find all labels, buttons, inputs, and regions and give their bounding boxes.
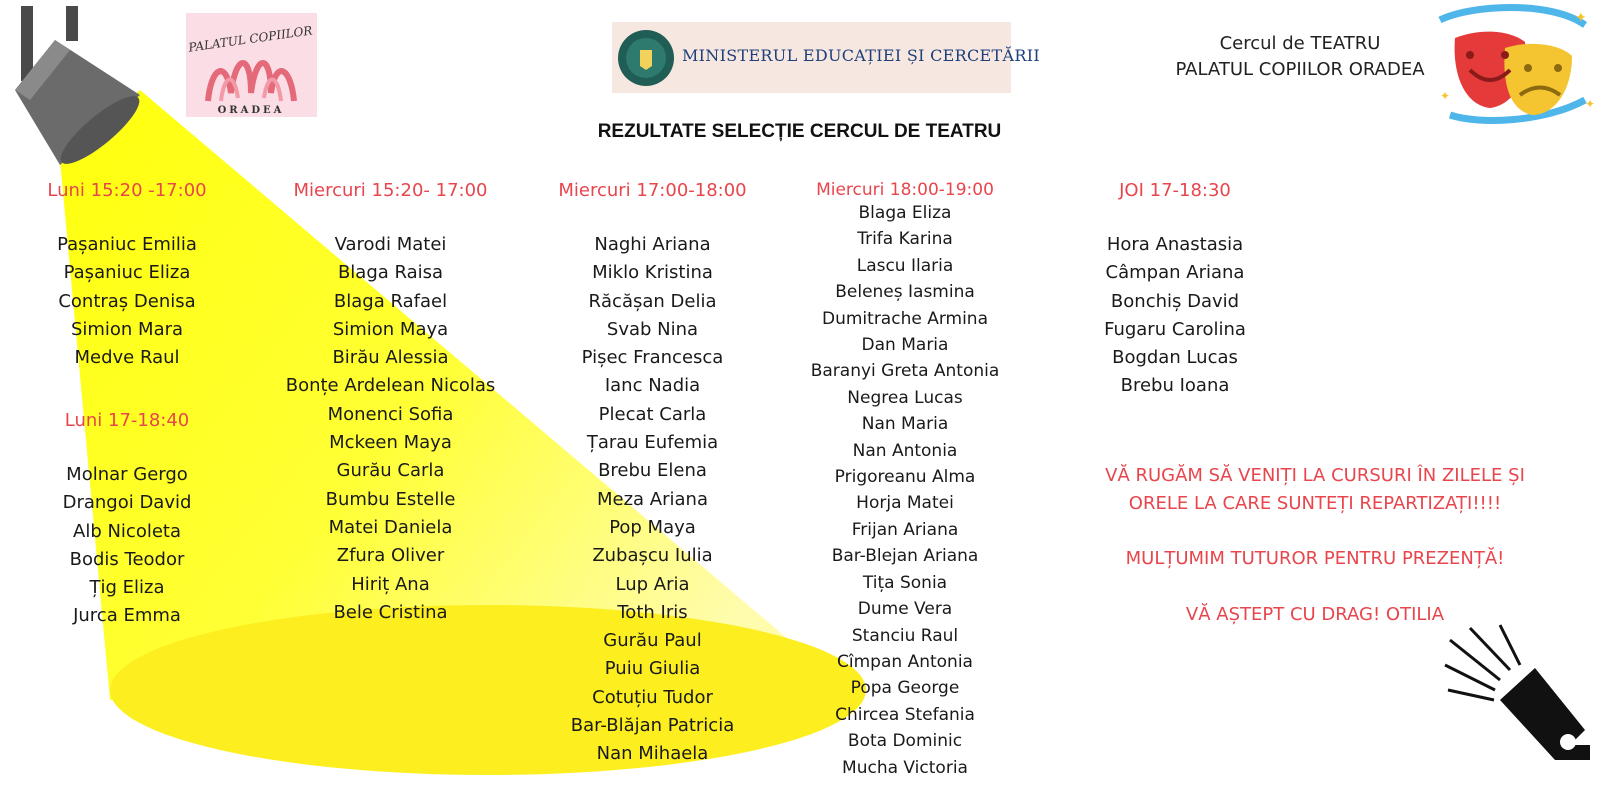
ministry-logo	[612, 22, 1040, 93]
student-name: Pișec Francesca	[581, 347, 724, 369]
government-seal-icon	[612, 22, 676, 93]
name-list	[550, 231, 755, 769]
group-heading: Luni 17-18:40	[64, 410, 190, 431]
student-name: Câmpan Ariana	[1105, 262, 1245, 284]
student-name: Bele Cristina	[333, 601, 448, 623]
student-name: Țarau Eufemia	[586, 432, 719, 454]
student-name: Bar-Blejan Ariana	[831, 546, 979, 567]
student-name: Beleneș Iasmina	[835, 282, 975, 303]
student-name: Miklo Kristina	[592, 262, 713, 284]
name-list	[800, 200, 1010, 781]
student-name: Zubașcu Iulia	[592, 545, 713, 567]
student-name: Puiu Giulia	[604, 658, 701, 680]
student-name: Blaga Eliza	[858, 203, 952, 223]
name-list	[278, 231, 503, 627]
student-name: Hora Anastasia	[1106, 234, 1244, 255]
name-list	[1080, 231, 1270, 401]
group-luni-17	[47, 410, 207, 631]
student-name: Chircea Stefania	[835, 704, 975, 725]
student-name: Dume Vera	[857, 599, 953, 620]
student-name: Tița Sonia	[862, 572, 948, 593]
student-name: Bota Dominic	[847, 731, 963, 752]
student-name: Bar-Blăjan Patricia	[570, 715, 735, 737]
student-name: Simion Maya	[332, 318, 449, 340]
small-spotlight-icon	[1445, 625, 1590, 760]
group-miercuri-18	[800, 180, 1010, 781]
student-name: Birău Alessia	[332, 347, 449, 369]
svg-text:ORADEA: ORADEA	[217, 105, 285, 116]
ministry-name: MINISTERUL EDUCAȚIEI ȘI CERCETĂRII	[682, 46, 1040, 65]
name-list	[47, 461, 207, 631]
circle-title-line2: PALATUL COPIILOR ORADEA	[1175, 59, 1425, 80]
notice-line1: VĂ RUGĂM SĂ VENIȚI LA CURSURI ÎN ZILELE ȘI	[1105, 465, 1525, 486]
student-name: Brebu Elena	[598, 460, 707, 482]
student-name: Dumitrache Armina	[822, 308, 988, 329]
student-name: Bonțe Ardelean Nicolas	[285, 375, 496, 397]
student-name: Medve Raul	[74, 347, 180, 369]
group-heading: Miercuri 18:00-19:00	[816, 180, 994, 200]
notice-line2: ORELE LA CARE SUNTEȚI REPARTIZAȚI!!!!	[1128, 493, 1502, 514]
student-name: Blaga Raisa	[337, 262, 444, 284]
student-name: Pașaniuc Eliza	[63, 262, 191, 284]
student-name: Bonchiș David	[1110, 290, 1240, 312]
circle-title	[1150, 31, 1450, 83]
student-name: Toth Iris	[617, 601, 688, 623]
group-miercuri-17	[550, 180, 755, 769]
student-name: Nan Mihaela	[596, 743, 709, 765]
student-name: Stanciu Raul	[851, 625, 959, 646]
student-name: Mucha Victoria	[842, 757, 968, 778]
signoff-notice: VĂ AȘTEPT CU DRAG! OTILIA	[1185, 604, 1445, 625]
page-title: REZULTATE SELECȚIE CERCUL DE TEATRU	[597, 121, 1002, 142]
student-name: Cîmpan Antonia	[837, 651, 973, 672]
student-name: Drangoi David	[62, 492, 192, 514]
student-name: Hiriț Ana	[351, 573, 430, 595]
student-name: Bogdan Lucas	[1112, 347, 1238, 369]
student-name: Plecat Carla	[598, 403, 707, 425]
attendance-notice	[1050, 462, 1580, 518]
student-name: Pop Maya	[609, 516, 696, 538]
student-name: Negrea Lucas	[847, 387, 963, 408]
student-name: Mckeen Maya	[329, 432, 452, 454]
group-heading: Miercuri 15:20- 17:00	[293, 180, 488, 201]
student-name: Molnar Gergo	[66, 464, 188, 485]
palatul-copiilor-logo	[186, 13, 317, 117]
student-name: Ianc Nadia	[604, 375, 701, 397]
student-name: Blaga Rafael	[333, 290, 448, 312]
student-name: Cotuțiu Tudor	[592, 686, 713, 708]
student-name: Meza Ariana	[597, 488, 708, 510]
circle-title-line1: Cercul de TEATRU	[1219, 33, 1381, 54]
student-name: Nan Antonia	[852, 440, 958, 461]
student-name: Fugaru Carolina	[1104, 318, 1246, 340]
group-luni-1520	[47, 180, 207, 372]
student-name: Prigoreanu Alma	[834, 467, 976, 488]
student-name: Contraș Denisa	[58, 290, 196, 312]
student-name: Dan Maria	[861, 335, 949, 356]
student-name: Frijan Ariana	[851, 519, 959, 540]
student-name: Varodi Matei	[334, 234, 447, 255]
student-name: Bumbu Estelle	[325, 488, 456, 510]
group-joi	[1080, 180, 1270, 401]
student-name: Alb Nicoleta	[73, 520, 181, 542]
student-name: Brebu Ioana	[1120, 375, 1230, 397]
student-name: Lup Aria	[615, 573, 690, 595]
student-name: Bodis Teodor	[69, 548, 185, 570]
student-name: Horja Matei	[856, 493, 954, 514]
svg-text:✦: ✦	[1585, 97, 1596, 111]
student-name: Baranyi Greta Antonia	[810, 361, 1000, 382]
student-name: Naghi Ariana	[594, 234, 711, 255]
student-name: Nan Maria	[861, 414, 949, 435]
student-name: Trifa Karina	[857, 229, 953, 250]
name-list	[47, 231, 207, 372]
group-heading: Luni 15:20 -17:00	[47, 180, 207, 201]
group-heading: JOI 17-18:30	[1119, 180, 1231, 201]
student-name: Simion Mara	[70, 318, 184, 340]
svg-text:PALATUL COPIILOR: PALATUL COPIILOR	[187, 23, 314, 55]
student-name: Țig Eliza	[89, 577, 165, 599]
group-heading: Miercuri 17:00-18:00	[558, 180, 747, 201]
group-miercuri-1520	[278, 180, 503, 627]
student-name: Svab Nina	[606, 318, 699, 340]
student-name: Gurău Carla	[336, 460, 445, 482]
thanks-notice: MULȚUMIM TUTUROR PENTRU PREZENȚĂ!	[1125, 548, 1505, 569]
student-name: Lascu Ilaria	[856, 255, 954, 276]
student-name: Popa George	[850, 678, 960, 699]
theatre-masks-icon	[1440, 8, 1595, 121]
student-name: Monenci Sofia	[327, 403, 454, 425]
student-name: Zfura Oliver	[336, 545, 445, 567]
student-name: Matei Daniela	[328, 516, 453, 538]
svg-text:✦: ✦	[1440, 89, 1451, 103]
student-name: Gurău Paul	[603, 630, 702, 652]
svg-text:✦: ✦	[1575, 10, 1587, 26]
student-name: Răcășan Delia	[588, 290, 717, 312]
student-name: Jurca Emma	[73, 605, 181, 627]
student-name: Pașaniuc Emilia	[57, 234, 197, 255]
